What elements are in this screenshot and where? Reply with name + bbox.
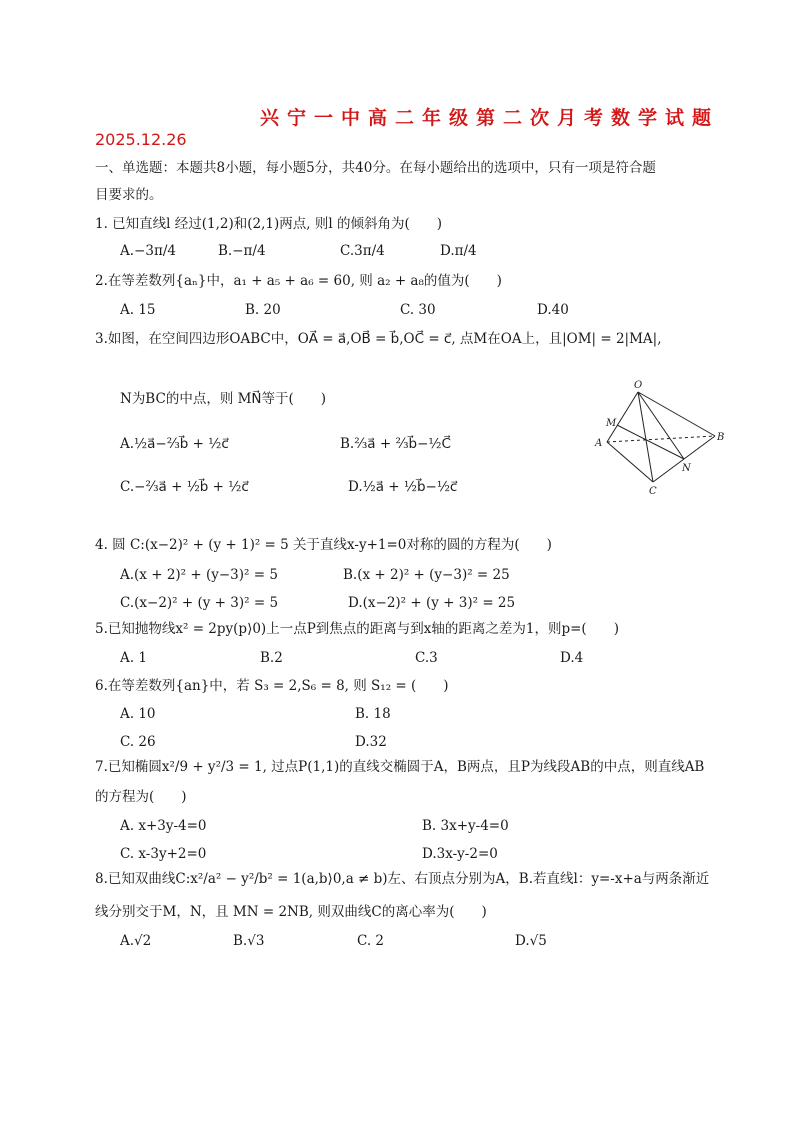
q1-option-d: D.π/4	[440, 243, 477, 259]
q7-stem: 7.已知椭圆x²/9 + y²/3 = 1, 过点P(1,1)的直线交椭圆于A，B两点，且P为线段AB的中点，则直线AB	[95, 759, 705, 775]
q3-stem: 3.如图，在空间四边形OABC中，OA⃗ = a⃗,OB⃗ = b⃗,OC⃗ = c⃗, 点M在OA上，且|OM| = 2|MA|,	[95, 331, 662, 347]
q7-option-c: C. x-3y+2=0	[120, 846, 207, 862]
exam-date: 2025.12.26	[95, 130, 187, 149]
edge-ob	[638, 392, 715, 436]
q7-stem-cont: 的方程为( )	[95, 789, 187, 805]
tetrahedron-figure	[585, 378, 725, 496]
q8-option-c: C. 2	[357, 933, 385, 949]
q1-option-c: C.3π/4	[340, 243, 385, 259]
q8-option-b: B.√3	[233, 933, 265, 949]
q6-option-d: D.32	[355, 734, 387, 750]
q4-option-d: D.(x−2)² + (y + 3)² = 25	[348, 595, 516, 611]
q8-stem: 8.已知双曲线C:x²/a² − y²/b² = 1(a,b⟩0,a ≠ b)左、右顶点分别为A，B.若直线l：y=-x+a与两条渐近	[95, 871, 710, 887]
label-c: C	[649, 486, 657, 496]
segment-on	[638, 392, 684, 459]
q2-option-c: C. 30	[400, 302, 436, 318]
q2-option-b: B. 20	[245, 302, 281, 318]
q7-option-b: B. 3x+y-4=0	[422, 818, 509, 834]
q6-stem: 6.在等差数列{an}中，若 S₃ = 2,S₆ = 8, 则 S₁₂ = ( )	[95, 678, 449, 694]
label-m: M	[606, 418, 617, 429]
exam-title: 兴宁一中高二年级第二次月考数学试题	[260, 107, 720, 129]
label-o: O	[634, 380, 643, 391]
q4-option-b: B.(x + 2)² + (y−3)² = 25	[343, 567, 510, 583]
edge-oa	[607, 392, 638, 442]
segment-mn	[617, 425, 684, 459]
q3-stem-cont: N为BC的中点，则 MN⃗等于( )	[120, 391, 327, 407]
q3-option-b: B.⅔a⃗ + ⅔b⃗−½C⃗	[340, 436, 451, 452]
edge-ac	[607, 442, 653, 482]
q5-option-a: A. 1	[120, 650, 147, 666]
q5-option-c: C.3	[415, 650, 438, 666]
q5-option-d: D.4	[560, 650, 584, 666]
q8-stem-cont: 线分别交于M，N，且 MN = 2NB, 则双曲线C的离心率为( )	[95, 904, 487, 920]
label-n: N	[682, 463, 691, 474]
q7-option-a: A. x+3y-4=0	[120, 818, 207, 834]
q4-option-a: A.(x + 2)² + (y−3)² = 5	[120, 567, 278, 583]
q8-option-a: A.√2	[120, 933, 152, 949]
q1-option-a: A.−3π/4	[120, 243, 176, 259]
q4-stem: 4. 圆 C:(x−2)² + (y + 1)² = 5 关于直线x-y+1=0对称的圆的方程为( )	[95, 537, 552, 553]
q8-option-d: D.√5	[515, 933, 547, 949]
section-instructions: 一、单选题：本题共8小题，每小题5分，共40分。在每小题给出的选项中，只有一项是符合题	[95, 160, 656, 176]
q2-stem: 2.在等差数列{aₙ}中，a₁ + a₅ + a₆ = 60, 则 a₂ + a₈的值为( )	[95, 273, 502, 289]
q3-option-a: A.½a⃗−⅔b⃗ + ½c⃗	[120, 436, 229, 452]
q5-stem: 5.已知抛物线x² = 2py(p⟩0)上一点P到焦点的距离与到x轴的距离之差为1，则p=( )	[95, 621, 619, 637]
q3-option-d: D.½a⃗ + ½b⃗−½c⃗	[348, 479, 458, 495]
q2-option-a: A. 15	[120, 302, 156, 318]
q6-option-a: A. 10	[120, 706, 156, 722]
q1-stem: 1. 已知直线l 经过(1,2)和(2,1)两点, 则l 的倾斜角为( )	[95, 216, 443, 232]
q6-option-c: C. 26	[120, 734, 156, 750]
label-b: B	[717, 432, 725, 443]
section-instructions-cont: 目要求的。	[95, 187, 163, 203]
q5-option-b: B.2	[260, 650, 283, 666]
q7-option-d: D.3x-y-2=0	[422, 846, 498, 862]
label-a: A	[595, 438, 603, 449]
edge-ab-hidden	[607, 436, 715, 442]
q4-option-c: C.(x−2)² + (y + 3)² = 5	[120, 595, 279, 611]
q2-option-d: D.40	[537, 302, 569, 318]
q1-option-b: B.−π/4	[218, 243, 266, 259]
q6-option-b: B. 18	[355, 706, 391, 722]
q3-option-c: C.−⅔a⃗ + ½b⃗ + ½c⃗	[120, 479, 249, 495]
